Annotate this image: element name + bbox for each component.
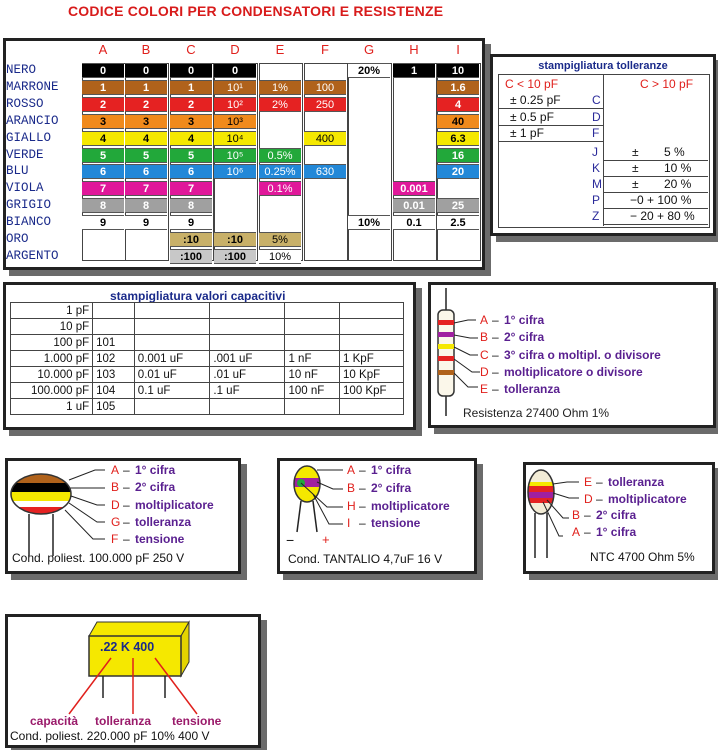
- resistor-label-dash-4: –: [492, 382, 499, 397]
- row-label-marrone: MARRONE: [6, 79, 59, 94]
- ntc-label-letter-2: B: [572, 508, 581, 522]
- cell-b-arancio: 3: [125, 114, 167, 129]
- ntc-label-letter-1: D: [584, 491, 593, 506]
- column-box-h: [393, 63, 437, 261]
- cap-cell-2: [134, 303, 210, 319]
- cell-d-rosso: 10²: [214, 97, 256, 112]
- polyester2-marking: .22 K 400: [100, 640, 155, 654]
- cap-cell-3: .001 uF: [210, 351, 285, 367]
- tant-label-dash-3: –: [359, 516, 366, 531]
- cap-cell-2: 0.001 uF: [134, 351, 210, 367]
- cell-c-giallo: 4: [170, 131, 212, 146]
- cell-b-grigio: 8: [125, 198, 167, 213]
- cell-i-grigio: 25: [437, 198, 479, 213]
- resistor-band-e: [438, 370, 454, 375]
- polyester2-caption: Cond. poliest. 220.000 pF 10% 400 V: [10, 729, 210, 743]
- ntc-label-dash-3: –: [584, 524, 591, 539]
- cap-cell-0: 10 pF: [11, 319, 93, 335]
- polyester2-label-tolerance: tolleranza: [95, 714, 152, 728]
- cap-cell-1: [93, 303, 135, 319]
- column-header-a: A: [98, 42, 108, 57]
- cap-cell-2: [134, 335, 210, 351]
- cell-c-bianco: 9: [170, 215, 212, 230]
- cell-b-giallo: 4: [125, 131, 167, 146]
- ntc-label-dash-0: –: [596, 475, 603, 489]
- cap-cell-5: 100 KpF: [340, 383, 404, 399]
- tol-left-code-1: D: [592, 109, 601, 124]
- column-header-c: C: [186, 42, 196, 57]
- poly-label-text-1: 2° cifra: [135, 480, 176, 495]
- cell-c-extra-0: :10: [170, 232, 212, 247]
- cap-cell-4: [285, 319, 340, 335]
- tantalum-minus: −: [286, 532, 295, 548]
- cell-i-verde: 16: [437, 148, 479, 163]
- row-label-argento: ARGENTO: [6, 248, 59, 263]
- cell-e-oro: 5%: [259, 232, 301, 247]
- tol-left-value-1: ± 0.5 pF: [510, 109, 554, 124]
- cell-b-verde: 5: [125, 148, 167, 163]
- cell-h-viola: 0.001: [393, 181, 435, 196]
- poly-label-text-2: moltiplicatore: [135, 497, 214, 512]
- cell-f-marrone: 100: [304, 80, 346, 95]
- row-label-grigio: GRIGIO: [6, 198, 52, 213]
- cap-row: [11, 383, 404, 399]
- column-header-f: F: [321, 42, 329, 57]
- cell-d-nero: 0: [214, 63, 256, 78]
- cell-i-rosso: 4: [437, 97, 479, 112]
- cap-cell-4: [285, 303, 340, 319]
- cap-cell-0: 100 pF: [11, 335, 93, 351]
- cap-row: [11, 367, 404, 383]
- cell-a-giallo: 4: [82, 131, 124, 146]
- cell-c-rosso: 2: [170, 97, 212, 112]
- cell-b-rosso: 2: [125, 97, 167, 112]
- cell-d-extra-0: :10: [214, 232, 256, 247]
- cell-g-bianco: 10%: [348, 215, 390, 230]
- tantalum-plus: +: [322, 532, 330, 547]
- resistor-band-a: [438, 320, 454, 325]
- resistor-label-dash-2: –: [492, 347, 499, 362]
- cell-d-giallo: 10⁴: [214, 131, 256, 146]
- tol-right-code-2: M: [592, 177, 602, 191]
- row-label-rosso: ROSSO: [6, 96, 44, 111]
- tantalum-caption: Cond. TANTALIO 4,7uF 16 V: [288, 552, 443, 566]
- cell-a-verde: 5: [82, 148, 124, 163]
- cell-i-giallo: 6.3: [437, 131, 479, 146]
- tol-right-value-3: −0 + 100 %: [630, 193, 692, 207]
- cell-g-nero: 20%: [348, 63, 390, 78]
- tant-label-dash-2: –: [359, 498, 366, 513]
- cap-grid: [10, 302, 404, 415]
- polyester2-label-voltage: tensione: [172, 714, 222, 728]
- cell-c-verde: 5: [170, 148, 212, 163]
- cell-f-blu: 630: [304, 164, 346, 179]
- poly-label-letter-2: D: [111, 497, 120, 512]
- resistor-label-letter-0: A: [480, 313, 489, 327]
- cap-cell-2: [134, 399, 210, 415]
- poly-label-letter-4: F: [111, 532, 119, 547]
- tolerance-title: stampigliatura tolleranze: [538, 60, 668, 72]
- poly-label-dash-2: –: [123, 497, 130, 512]
- cap-cell-0: 1.000 pF: [11, 351, 93, 367]
- cap-cell-3: [210, 319, 285, 335]
- cell-d-blu: 10⁶: [214, 164, 256, 179]
- cell-f-giallo: 400: [304, 131, 346, 146]
- tol-right-code-1: K: [592, 161, 601, 175]
- cell-a-bianco: 9: [82, 215, 124, 230]
- cap-row: [11, 303, 404, 319]
- resistor-label-dash-1: –: [492, 330, 499, 345]
- cap-cell-5: [340, 319, 404, 335]
- poly-label-letter-3: G: [111, 514, 121, 529]
- resistor-label-dash-3: –: [492, 364, 499, 379]
- ntc-label-text-2: 2° cifra: [596, 508, 637, 522]
- cap-cell-0: 10.000 pF: [11, 367, 93, 383]
- cell-b-viola: 7: [125, 181, 167, 196]
- poly-label-dash-0: –: [123, 463, 130, 477]
- tolerance-right-header: C > 10 pF: [640, 77, 694, 91]
- ntc-label-text-1: moltiplicatore: [608, 491, 687, 506]
- poly-label-letter-0: A: [111, 463, 120, 477]
- poly-label-dash-3: –: [123, 514, 130, 529]
- tol-right-value-4: − 20 + 80 %: [630, 209, 695, 223]
- column-header-i: I: [456, 42, 460, 57]
- tol-left-code-2: F: [592, 126, 600, 140]
- row-label-arancio: ARANCIO: [6, 113, 59, 128]
- row-label-viola: VIOLA: [6, 181, 44, 196]
- ntc-label-text-0: tolleranza: [608, 475, 665, 489]
- tol-left-rule-2: [498, 141, 603, 142]
- tol-right-value-2: 20 %: [664, 177, 692, 191]
- cap-cell-4: [285, 335, 340, 351]
- cap-cell-0: 1 pF: [11, 303, 93, 319]
- cap-cell-5: 1 KpF: [340, 351, 404, 367]
- column-header-b: B: [141, 42, 151, 57]
- tant-label-text-2: moltiplicatore: [371, 498, 450, 513]
- column-box-g: [348, 63, 392, 261]
- tol-left-code-0: C: [592, 93, 601, 107]
- tol-right-sign-2: ±: [632, 177, 639, 191]
- resistor-label-text-3: moltiplicatore o divisore: [504, 364, 643, 379]
- cap-cell-5: [340, 335, 404, 351]
- resistor-band-d: [438, 356, 454, 361]
- column-header-e: E: [275, 42, 285, 57]
- ntc-label-letter-0: E: [584, 475, 593, 489]
- cell-a-rosso: 2: [82, 97, 124, 112]
- cell-i-nero: 10: [437, 63, 479, 78]
- polyester2-label-capacity: capacità: [30, 714, 79, 728]
- cell-e-viola: 0.1%: [259, 181, 301, 196]
- cell-a-arancio: 3: [82, 114, 124, 129]
- cap-row: [11, 399, 404, 415]
- ntc-label-dash-1: –: [596, 491, 603, 506]
- cap-cell-3: .1 uF: [210, 383, 285, 399]
- cap-cell-3: [210, 399, 285, 415]
- tol-right-code-0: J: [592, 145, 598, 159]
- cap-cell-5: 10 KpF: [340, 367, 404, 383]
- tant-label-text-1: 2° cifra: [371, 480, 412, 495]
- poly-label-letter-1: B: [111, 480, 120, 495]
- cap-cell-3: [210, 303, 285, 319]
- polyester-caption: Cond. poliest. 100.000 pF 250 V: [12, 551, 185, 565]
- cap-cell-1: 103: [93, 367, 135, 383]
- cell-d-marrone: 10¹: [214, 80, 256, 95]
- tant-label-text-0: 1° cifra: [371, 463, 412, 477]
- cap-cell-5: [340, 399, 404, 415]
- cap-cell-1: 105: [93, 399, 135, 415]
- column-header-g: G: [363, 42, 375, 57]
- resistor-label-letter-1: B: [480, 330, 489, 345]
- tol-right-value-0: 5 %: [664, 145, 685, 159]
- cell-c-blu: 6: [170, 164, 212, 179]
- column-header-h: H: [409, 42, 419, 57]
- tant-label-letter-3: I: [347, 516, 351, 531]
- cell-h-nero: 1: [393, 63, 435, 78]
- tol-right-rule-4: [603, 224, 708, 225]
- tol-right-sign-0: ±: [632, 145, 639, 159]
- cap-cell-4: 1 nF: [285, 351, 340, 367]
- cell-a-marrone: 1: [82, 80, 124, 95]
- cell-e-marrone: 1%: [259, 80, 301, 95]
- cell-h-grigio: 0.01: [393, 198, 435, 213]
- ntc-label-text-3: 1° cifra: [596, 524, 637, 539]
- cell-i-arancio: 40: [437, 114, 479, 129]
- cell-e-rosso: 2%: [259, 97, 301, 112]
- cell-c-grigio: 8: [170, 198, 212, 213]
- poly-label-text-0: 1° cifra: [135, 463, 176, 477]
- resistor-label-text-2: 3° cifra o moltipl. o divisore: [504, 347, 661, 362]
- cell-i-bianco: 2.5: [437, 215, 479, 230]
- cell-i-blu: 20: [437, 164, 479, 179]
- row-label-bianco: BIANCO: [6, 215, 52, 230]
- cap-cell-2: 0.01 uF: [134, 367, 210, 383]
- cell-e-verde: 0.5%: [259, 148, 301, 163]
- tant-label-letter-2: H: [347, 498, 356, 513]
- cell-c-extra-1: :100: [170, 249, 212, 264]
- cell-a-nero: 0: [82, 63, 124, 78]
- tol-right-value-1: 10 %: [664, 161, 692, 175]
- resistor-label-letter-2: C: [480, 347, 489, 362]
- row-label-nero: NERO: [6, 63, 37, 77]
- cell-d-verde: 10⁵: [214, 148, 256, 163]
- cap-cell-0: 100.000 pF: [11, 383, 93, 399]
- tol-left-value-2: ± 1 pF: [510, 126, 544, 140]
- cap-cell-4: [285, 399, 340, 415]
- tol-left-value-0: ± 0.25 pF: [510, 93, 561, 107]
- ntc-caption: NTC 4700 Ohm 5%: [590, 550, 695, 564]
- cell-a-blu: 6: [82, 164, 124, 179]
- tant-label-dash-0: –: [359, 463, 366, 477]
- cell-c-marrone: 1: [170, 80, 212, 95]
- tant-label-letter-1: B: [347, 480, 356, 495]
- cell-c-arancio: 3: [170, 114, 212, 129]
- tol-right-code-4: Z: [592, 209, 600, 223]
- cap-cell-1: 102: [93, 351, 135, 367]
- cap-row: [11, 319, 404, 335]
- cell-h-bianco: 0.1: [393, 215, 435, 230]
- row-label-oro: ORO: [6, 232, 29, 246]
- row-label-blu: BLU: [6, 164, 29, 179]
- resistor-label-letter-3: D: [480, 364, 489, 379]
- cell-c-viola: 7: [170, 181, 212, 196]
- cell-b-marrone: 1: [125, 80, 167, 95]
- cell-d-arancio: 10³: [214, 114, 256, 129]
- cap-cell-3: .01 uF: [210, 367, 285, 383]
- cell-b-nero: 0: [125, 63, 167, 78]
- poly-label-text-4: tensione: [135, 532, 185, 547]
- resistor-label-text-0: 1° cifra: [504, 313, 545, 327]
- cap-cell-4: 10 nF: [285, 367, 340, 383]
- row-label-giallo: GIALLO: [6, 130, 52, 145]
- cap-cell-2: [134, 319, 210, 335]
- resistor-caption: Resistenza 27400 Ohm 1%: [463, 406, 610, 420]
- poly-label-text-3: tolleranza: [135, 514, 192, 529]
- cell-e-blu: 0.25%: [259, 164, 301, 179]
- resistor-label-letter-4: E: [480, 382, 489, 397]
- cell-a-grigio: 8: [82, 198, 124, 213]
- ntc-label-letter-3: A: [572, 524, 581, 539]
- cell-c-nero: 0: [170, 63, 212, 78]
- cap-cell-0: 1 uF: [11, 399, 93, 415]
- page-title: CODICE COLORI PER CONDENSATORI E RESISTENZE: [68, 3, 444, 19]
- cap-cell-4: 100 nF: [285, 383, 340, 399]
- tant-label-letter-0: A: [347, 463, 356, 477]
- cell-a-viola: 7: [82, 181, 124, 196]
- tol-right-sign-1: ±: [632, 161, 639, 175]
- cell-d-extra-1: :100: [214, 249, 256, 264]
- resistor-label-text-4: tolleranza: [504, 382, 561, 397]
- column-header-d: D: [230, 42, 240, 57]
- cap-cell-1: 101: [93, 335, 135, 351]
- cell-e-argento: 10%: [259, 249, 301, 264]
- tolerance-left-header: C < 10 pF: [505, 77, 559, 91]
- tant-label-text-3: tensione: [371, 516, 421, 531]
- cell-i-marrone: 1.6: [437, 80, 479, 95]
- tol-right-rule-1: [603, 176, 708, 177]
- resistor-label-dash-0: –: [492, 313, 499, 327]
- cap-cell-1: 104: [93, 383, 135, 399]
- tol-right-rule-0: [603, 160, 708, 161]
- cap-row: [11, 351, 404, 367]
- cap-cell-2: 0.1 uF: [134, 383, 210, 399]
- cap-row: [11, 335, 404, 351]
- resistor-label-text-1: 2° cifra: [504, 330, 545, 345]
- cell-b-bianco: 9: [125, 215, 167, 230]
- cap-cell-5: [340, 303, 404, 319]
- resistor-band-b: [438, 332, 454, 337]
- cap-cell-1: [93, 319, 135, 335]
- tant-label-dash-1: –: [359, 480, 366, 495]
- cell-b-blu: 6: [125, 164, 167, 179]
- row-label-verde: VERDE: [6, 147, 44, 162]
- poly-label-dash-1: –: [123, 480, 130, 495]
- ntc-label-dash-2: –: [584, 508, 591, 522]
- tol-right-code-3: P: [592, 193, 601, 207]
- cap-cell-3: [210, 335, 285, 351]
- cap-table-title: stampigliatura valori capacitivi: [110, 289, 286, 303]
- cell-f-rosso: 250: [304, 97, 346, 112]
- poly-label-dash-4: –: [123, 532, 130, 547]
- tolerance-divider: [603, 74, 604, 226]
- resistor-band-c: [438, 344, 454, 349]
